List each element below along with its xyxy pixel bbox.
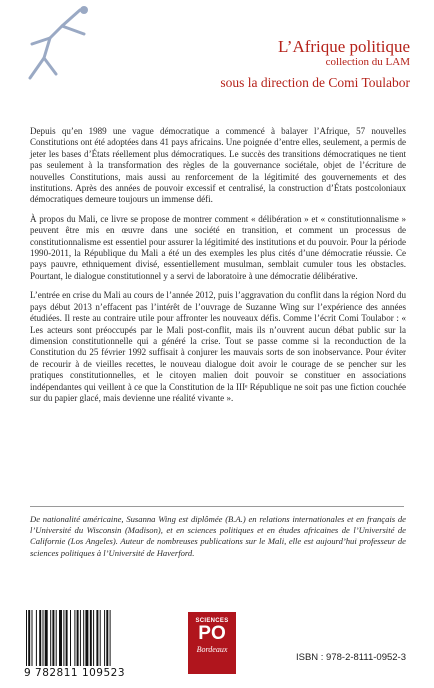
paragraph-1: Depuis qu’en 1989 une vague démocratique a commencé à balayer l’Afrique, 57 nouvelles Constitutions ont été adoptées dans 41 pays africains. Une poignée d’entre elles, seulement, a permis de jeter les bases d’États réellement plus démocratiques. Le succès des transitions démocratiques ne tient pas seulement à la transformation des règles de la gouvernance sociétale, objet de l’écriture de nouvelles Constitutions, mais aussi au renforcement de la légitimité des gouvernements et des institutions. Après des années de pouvoir excessif et centralisé, la construction d’États postcoloniaux démocratiques demeure toujours un immense défi. xyxy=(30,126,406,205)
isbn-label: ISBN : 978-2-8111-0952-3 xyxy=(295,652,406,663)
collection-name: collection du LAM xyxy=(325,56,410,68)
paragraph-3: L’entrée en crise du Mali au cours de l’année 2012, puis l’aggravation du conflit dans la région Nord du pays début 2013 n’effacent pas l’intérêt de l’ouvrage de Suzanne Wing sur l’expérience des années étudiées. Il reste au contraire utile pour affronter les nouveaux défis. Comme l’écrit Comi Toulabor : « Les acteurs sont préoccupés par le Mali post-conflit, mais ils n’ouvrent aucun débat public sur la dimension constitutionnelle qui a généré la crise. Tout se passe comme si la reconduction de la Constitution du 25 février 1992 suffisait à conjurer les mauvais sorts de son inobservance. Pour éviter de recourir à de vieilles recettes, le nouveau dialogue doit avoir le courage de se pencher sur les pratiques constitutionnelles, et le citoyen malien doit pouvoir se constituer en associations indépendantes qui veillent à ce que la Constitution de la IIIᵉ République ne soit pas une fiction couchée sur du papier glacé, mais devienne une réalité vivante ». xyxy=(30,290,406,403)
barcode-block xyxy=(24,610,142,679)
back-cover-text xyxy=(30,126,406,412)
paragraph-2: À propos du Mali, ce livre se propose de montrer comment « délibération » et « constitutionnalisme » peuvent être mis en œuvre dans une société en transition, et comment un processus de constitutionnalisme est essentiel pour assurer la légitimité des institutions et du pouvoir. Pour la période 1990-2011, la République du Mali a été un des exemples les plus cités d’une démocratie réussie. Ce pays pauvre, ethniquement divisé, essentiellement musulman, semblait cumuler tous les obstacles. Pourtant, le dialogue constitutionnel y a servi de laboratoire à une démocratie délibérative. xyxy=(30,213,406,281)
barcode-number: 9 782811 109523 xyxy=(24,667,126,679)
barcode xyxy=(24,610,142,666)
series-title: L’Afrique politique xyxy=(277,37,410,56)
logo-line-1: SCIENCES xyxy=(195,618,229,624)
divider xyxy=(30,506,404,507)
sciences-po-bordeaux-logo xyxy=(188,612,236,674)
author-bio: De nationalité américaine, Susanna Wing est diplômée (B.A.) en relations internationales et en français de l’Université du Wisconsin (Madison), et en sciences politiques et en études africaines de l’Université de Californie (Los Angeles). Auteur de nombreuses publications sur le Mali, elle est aujourd’hui professeur de sciences politiques à l’Université de Haverford. xyxy=(30,514,406,558)
logo-line-3: Bordeaux xyxy=(196,645,228,654)
running-figure-logo xyxy=(10,4,100,84)
logo-line-2: PO xyxy=(198,623,226,644)
series-header xyxy=(180,38,410,91)
editor-line: sous la direction de Comi Toulabor xyxy=(220,75,410,90)
